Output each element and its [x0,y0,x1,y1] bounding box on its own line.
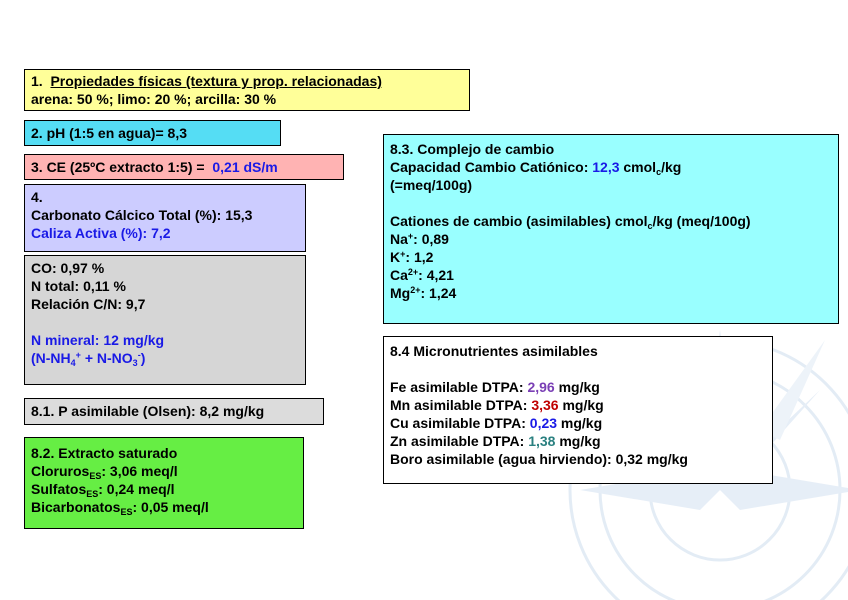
saturated-extract-title: 8.2. Extracto saturado [31,445,178,461]
organic-matter-box [24,255,306,385]
physical-properties-heading [31,72,463,90]
manganese-line: Mn asimilable DTPA: 3,36 mg/kg [390,397,604,413]
ce-line [31,158,337,176]
iron-value: 2,96 [527,379,555,395]
cec-meq: (=meq/100g) [390,177,473,193]
cec-value: 12,3 [592,159,620,175]
magnesium-line: $Mg^{2+}$: 1,24 [390,285,457,301]
ce-label: 3. CE (25ºC extracto 1:5) = [31,159,205,175]
ph-box [24,120,281,146]
phosphorus-text: 8.1. P asimilable (Olsen): 8,2 mg/kg [31,403,265,419]
exchange-complex-title: 8.3. Complejo de cambio [390,141,555,157]
manganese-value: 3,36 [531,397,559,413]
ce-value: 0,21 dS/m [212,159,278,175]
phosphorus-box [24,398,324,425]
co-value: CO: 0,97 % [31,260,105,276]
micronutrients-title: 8.4 Micronutrientes asimilables [390,343,598,359]
n-total-value: N total: 0,11 % [31,278,126,294]
sodium-line: Na+: 0,89 [390,231,449,247]
active-lime: Caliza Activa (%): 7,2 [31,225,171,241]
physical-properties-box [24,69,470,111]
ce-box [24,154,344,180]
iron-line: Fe asimilable DTPA: 2,96 mg/kg [390,379,600,395]
copper-line: Cu asimilable DTPA: 0,23 mg/kg [390,415,603,431]
bicarbonates-line: Bicarbonatos$_{ES}$: 0,05 meq/l [31,499,209,517]
copper-value: 0,23 [529,415,558,431]
chlorides-line: Cloruros$_{ES}$: 3,06 meq/l [31,463,178,481]
texture-values: arena: 50 %; limo: 20 %; arcilla: 30 % [31,91,277,107]
boron-line: Boro asimilable (agua hirviendo): 0,32 mg/kg [390,451,688,467]
calcium-line: $Ca^{2+}$: 4,21 [390,267,454,283]
carbonate-box [24,184,306,252]
cn-ratio: Relación C/N: 9,7 [31,296,146,312]
exchange-complex-box [383,134,839,324]
n-mineral-formula: $(N-NH_4^+ + N-NO_3^-)$ [31,350,146,368]
potassium-line: K+: 1,2 [390,249,434,265]
zinc-line: Zn asimilable DTPA: 1,38 mg/kg [390,433,601,449]
n-mineral-value: N mineral: 12 mg/kg [31,332,165,348]
total-carbonate: Carbonato Cálcico Total (%): 15,3 [31,207,253,223]
section-number: 4. [31,189,43,205]
ph-text: 2. pH (1:5 en agua)= 8,3 [31,125,187,141]
section-number: 1. [31,73,43,89]
micronutrients-box [383,336,773,484]
cec-line: Capacidad Cambio Catiónico: 12,3 cmol$_c$/kg [390,159,682,177]
cations-heading: Cationes de cambio (asimilables) cmol$_c$/kg (meq/100g) [390,213,751,231]
saturated-extract-box [24,437,304,529]
zinc-value: 1,38 [528,433,556,449]
sulfates-line: Sulfatos$_{ES}$: 0,24 meq/l [31,481,175,499]
physical-properties-title: Propiedades físicas (textura y prop. relacionadas) [50,73,382,89]
